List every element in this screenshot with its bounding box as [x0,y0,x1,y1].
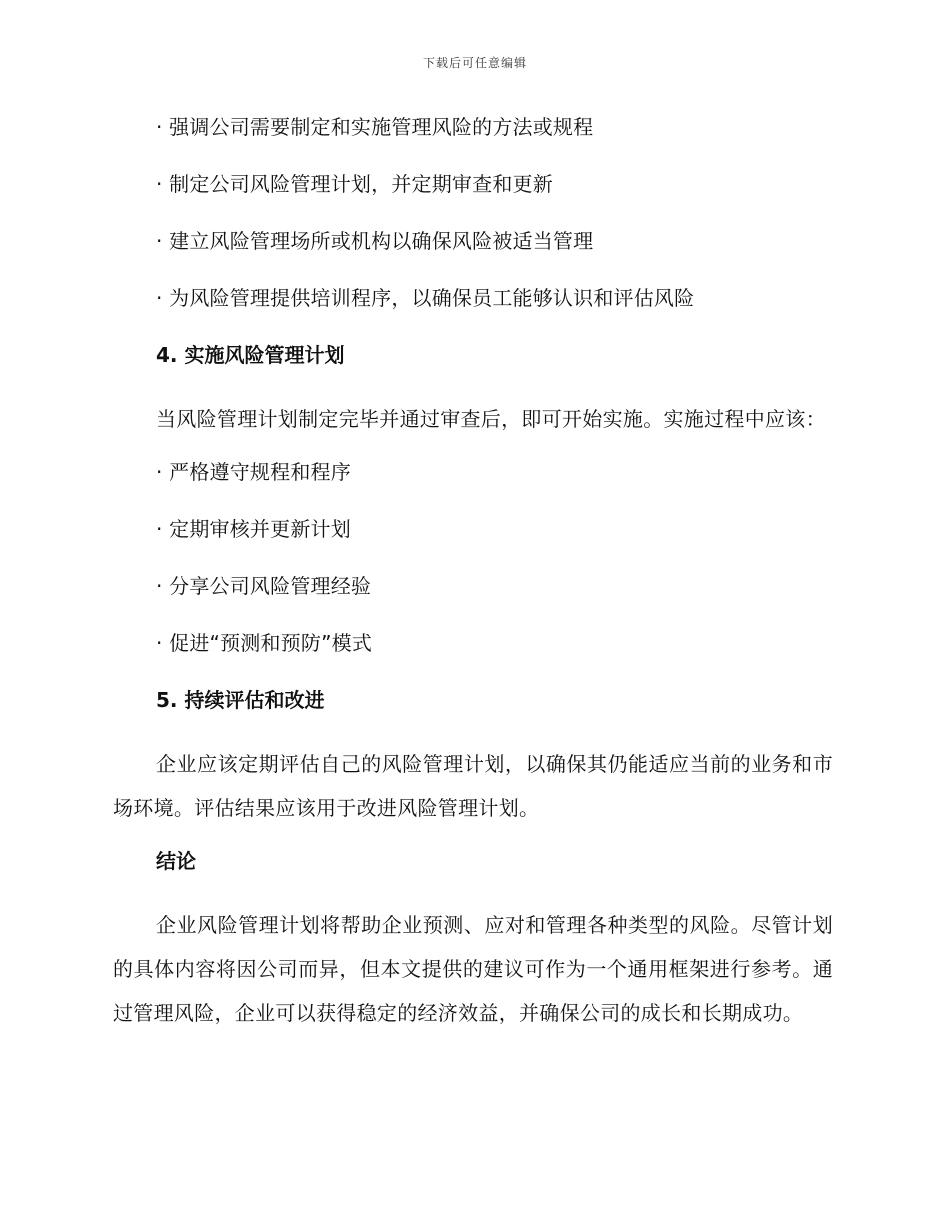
document-body [113,112,833,1051]
section-4-paragraph: 当风险管理计划制定完毕并通过审查后，即可开始实施。实施过程中应该： [156,407,826,431]
conclusion-heading: 结论 [156,849,196,873]
bullet-item: · 严格遵守规程和程序 [156,460,351,484]
section-heading-4: 4. 实施风险管理计划 [156,343,345,367]
bullet-item: · 制定公司风险管理计划，并定期审查和更新 [156,172,553,196]
bullet-item: · 为风险管理提供培训程序，以确保员工能够认识和评估风险 [156,286,695,310]
bullet-item: · 促进“预测和预防”模式 [156,631,373,655]
page-header-note: 下载后可任意编辑 [422,56,527,70]
section-5-paragraph: 企业应该定期评估自己的风险管理计划，以确保其仍能适应当前的业务和市场环境。评估结果应该用于改进风险管理计划。 [113,752,833,820]
conclusion-paragraph: 企业风险管理计划将帮助企业预测、应对和管理各种类型的风险。尽管计划的具体内容将因公司而异，但本文提供的建议可作为一个通用框架进行参考。通过管理风险，企业可以获得稳定的经济效益，并确保公司的成长和长期成功。 [113,913,833,1025]
bullet-item: · 强调公司需要制定和实施管理风险的方法或规程 [156,115,594,139]
bullet-item: · 定期审核并更新计划 [156,517,351,541]
section-heading-5: 5. 持续评估和改进 [156,688,325,712]
bullet-item: · 分享公司风险管理经验 [156,574,372,598]
bullet-item: · 建立风险管理场所或机构以确保风险被适当管理 [156,229,594,253]
